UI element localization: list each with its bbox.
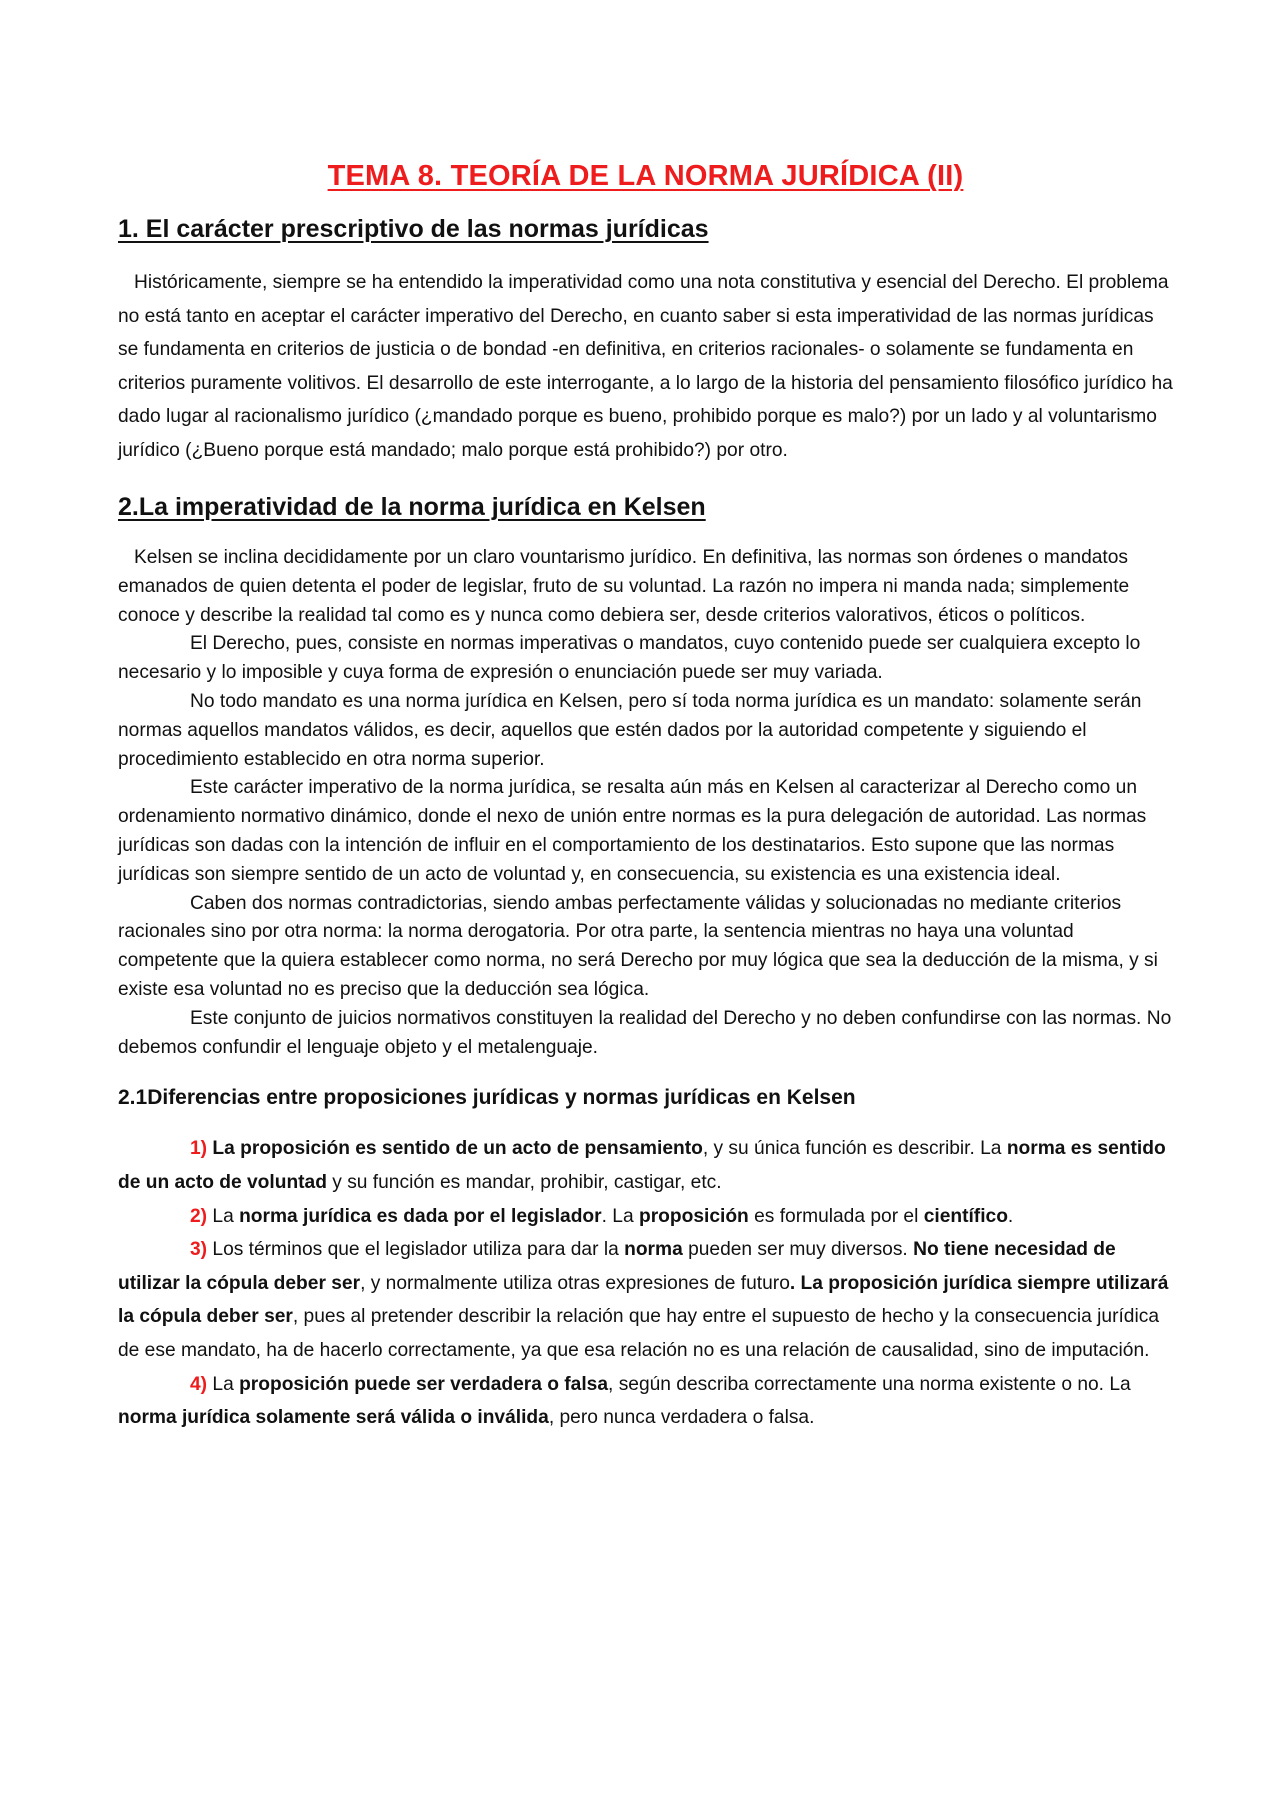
body-text: . — [1007, 1205, 1014, 1227]
body-text: , según describa correctamente una norma existente o no. La — [608, 1373, 1131, 1395]
emphasis-text: científico — [923, 1205, 1008, 1227]
section-2-paragraph: Este carácter imperativo de la norma jurídica, se resalta aún más en Kelsen al caracterizar al Derecho como un ordenamiento normativo dinámico, donde el nexo de unión entre normas es la pura delegación de autoridad. Las normas jurídicas son dadas con la intención de influir en el comportamiento de los destinatarios. Esto supone que las normas jurídicas son siempre sentido de un acto de voluntad y, en consecuencia, su existencia es una existencia ideal. — [118, 777, 1147, 885]
emphasis-text: norma — [624, 1239, 683, 1261]
body-text: La — [207, 1373, 240, 1395]
section-1-paragraph: Históricamente, siempre se ha entendido la imperatividad como una nota constitutiva y esencial del Derecho. El problema no está tanto en aceptar el carácter imperativo del Derecho, en cuanto saber si esta imperatividad de las normas jurídicas se fundamenta en criterios de justicia o de bondad -en definitiva, en criterios racionales- o solamente se fundamenta en criterios puramente volitivos. El desarrollo de este interrogante, a lo largo de la historia del pensamiento filosófico jurídico ha dado lugar al racionalismo jurídico (¿mandado porque es bueno, prohibido porque es malo?) por un lado y al voluntarismo jurídico (¿Bueno porque está mandado; malo porque está prohibido?) por otro. — [118, 272, 1173, 461]
section-2-1-heading: 2.1Diferencias entre proposiciones jurídicas y normas jurídicas en Kelsen — [118, 1086, 856, 1110]
difference-item — [118, 1132, 1173, 1199]
emphasis-text: proposición puede ser verdadera o falsa — [239, 1373, 609, 1395]
body-text: , pero nunca verdadera o falsa. — [548, 1407, 815, 1429]
body-text: y su función es mandar, prohibir, castigar, etc. — [326, 1171, 722, 1193]
emphasis-text: . La proposición jurídica siempre utilizará la cópula deber ser — [118, 1272, 1169, 1328]
section-2-paragraph: No todo mandato es una norma jurídica en Kelsen, pero sí toda norma jurídica es un mandato: solamente serán normas aquellos mandatos válidos, es decir, aquellos que estén dados por la autoridad competente y siguiendo el procedimiento establecido en otra norma superior. — [118, 690, 1142, 770]
section-2-heading: 2.La imperatividad de la norma jurídica en Kelsen — [118, 493, 706, 521]
body-text: . La — [601, 1205, 639, 1227]
difference-item-number: 2) — [190, 1205, 208, 1227]
difference-item — [118, 1368, 1173, 1435]
section-2-body — [118, 544, 1173, 1062]
emphasis-text: norma jurídica es dada por el legislador — [239, 1205, 602, 1227]
section-2-paragraph: Este conjunto de juicios normativos constituyen la realidad del Derecho y no deben confundirse con las normas. No debemos confundir el lenguaje objeto y el metalenguaje. — [118, 1007, 1172, 1058]
body-text: es formulada por el — [748, 1205, 924, 1227]
section-2-paragraph: Caben dos normas contradictorias, siendo ambas perfectamente válidas y solucionadas no mediante criterios racionales sino por otra norma: la norma derogatoria. Por otra parte, la sentencia mientras no haya una voluntad competente que la quiera establecer como norma, no será Derecho por muy lógica que sea la deducción de la misma, y si existe esa voluntad no es preciso que la deducción sea lógica. — [118, 892, 1158, 1000]
body-text: , y normalmente utiliza otras expresiones de futuro — [360, 1272, 790, 1294]
document-title: TEMA 8. TEORÍA DE LA NORMA JURÍDICA (II) — [327, 160, 964, 192]
emphasis-text: No tiene necesidad de utilizar la cópula deber ser — [118, 1239, 1116, 1294]
difference-item-number: 1) — [190, 1138, 208, 1160]
difference-item-number: 4) — [190, 1373, 208, 1395]
section-2-paragraph: El Derecho, pues, consiste en normas imperativas o mandatos, cuyo contenido puede ser cualquiera excepto lo necesario y lo imposible y cuya forma de expresión o enunciación puede ser muy variada. — [118, 633, 1141, 684]
document-page — [118, 160, 1173, 1435]
difference-item — [118, 1233, 1173, 1367]
difference-item-number: 3) — [190, 1239, 208, 1261]
difference-item — [118, 1200, 1173, 1234]
emphasis-text: proposición — [638, 1205, 749, 1227]
body-text: , pues al pretender describir la relación que hay entre el supuesto de hecho y la consecuencia jurídica de ese mandato, ha de hacerlo correctamente, ya que esa relación no es una relación de causalidad, sino de imputación. — [118, 1306, 1159, 1361]
section-1-heading: 1. El carácter prescriptivo de las normas jurídicas — [118, 215, 709, 243]
differences-list — [118, 1132, 1173, 1434]
body-text: La — [207, 1205, 240, 1227]
emphasis-text: La proposición es sentido de un acto de pensamiento — [212, 1138, 703, 1160]
section-2-paragraph: Kelsen se inclina decididamente por un claro vountarismo jurídico. En definitiva, las normas son órdenes o mandatos emanados de quien detenta el poder de legislar, fruto de su voluntad. La razón no impera ni manda nada; simplemente conoce y describe la realidad tal como es y nunca como debiera ser, desde criterios valorativos, éticos o políticos. — [118, 547, 1130, 626]
body-text: Los términos que el legislador utiliza para dar la — [207, 1239, 625, 1261]
emphasis-text: norma jurídica solamente será válida o inválida — [118, 1407, 549, 1429]
body-text: , y su única función es describir. La — [702, 1138, 1007, 1160]
body-text: pueden ser muy diversos. — [682, 1239, 914, 1261]
emphasis-text: norma es sentido de un acto de voluntad — [118, 1138, 1166, 1193]
